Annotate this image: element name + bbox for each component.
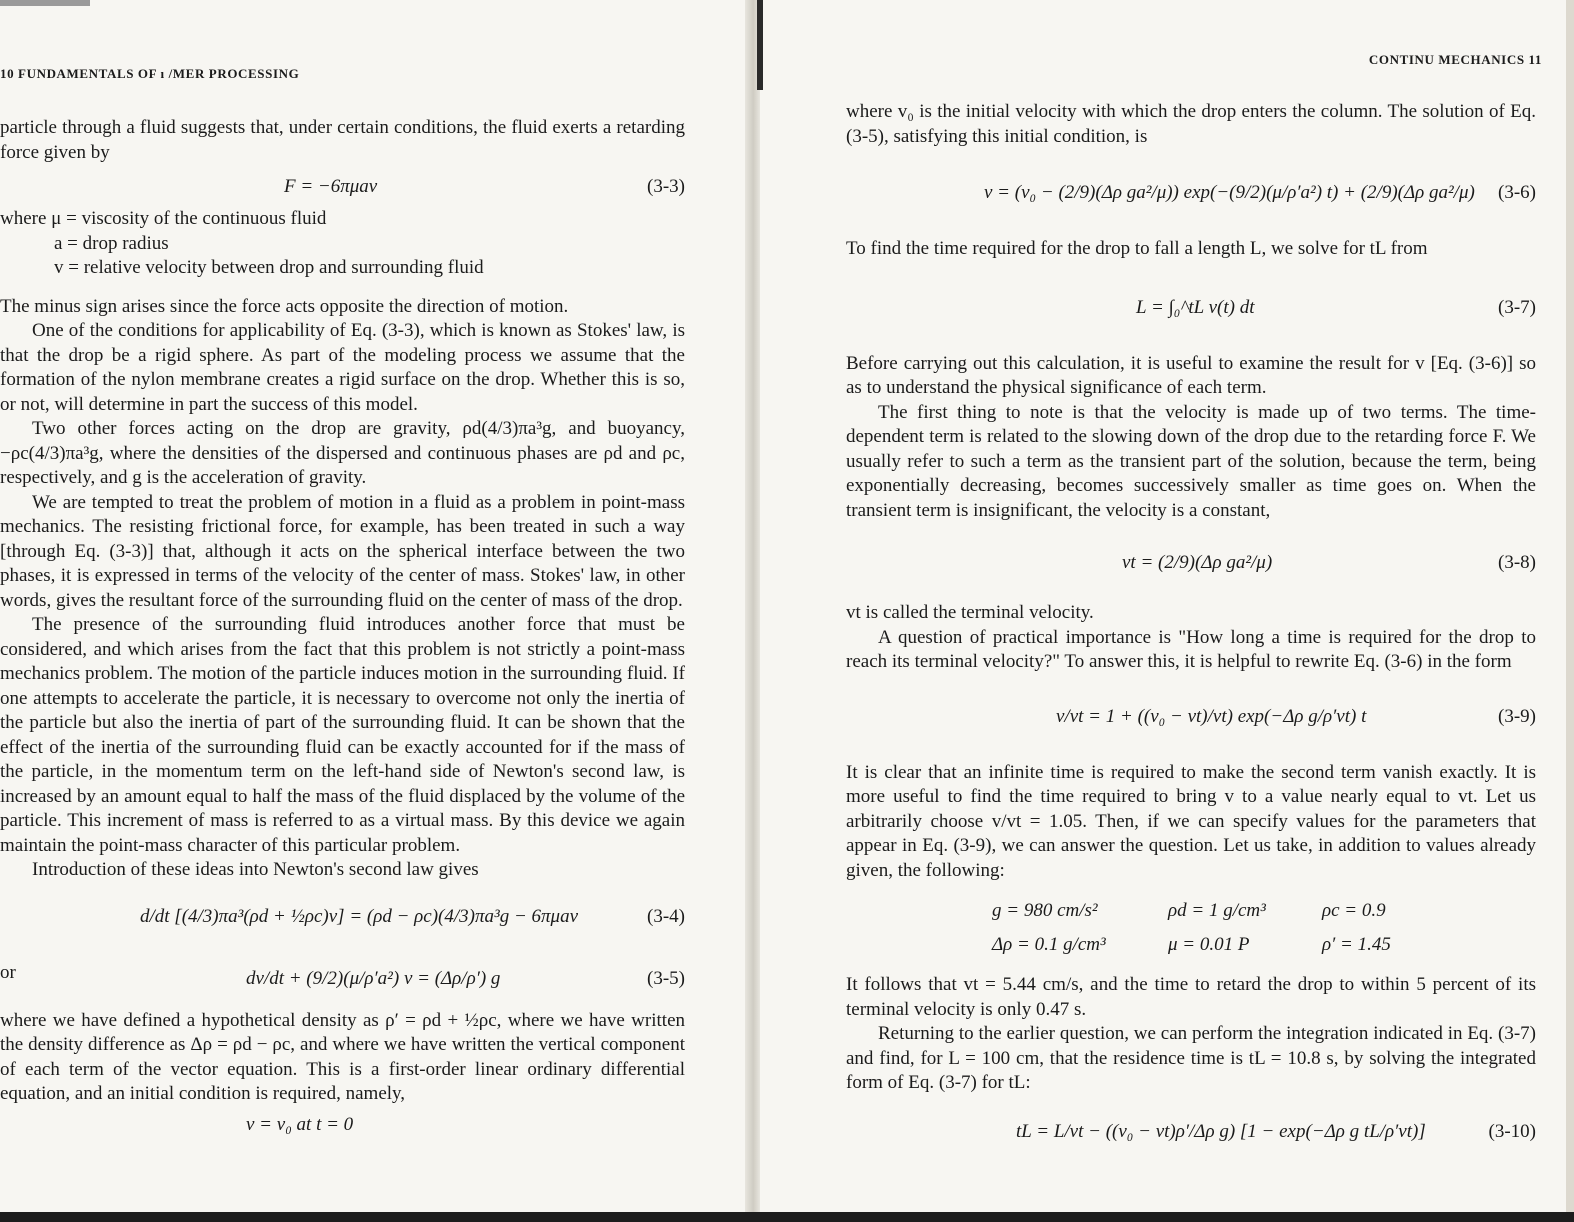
equation-3-6-number: (3-6) [1498,182,1536,203]
equation-3-4-number: (3-4) [647,905,685,927]
equation-3-5-body: dv/dt + (9/2)(μ/ρ′a²) v = (Δρ/ρ′) g [246,967,501,989]
where-definition-3: v = relative velocity between drop and surrounding fluid [54,257,484,278]
equation-3-7-body: L = ∫₀^tL v(t) dt [1136,296,1255,318]
or-label: or [0,961,16,983]
equation-3-5 [0,949,685,1009]
equation-3-8-body: vt = (2/9)(Δρ ga²/μ) [1122,552,1273,573]
initial-condition [0,1107,685,1141]
value-rho-d: ρd = 1 g/cm³ [1168,900,1266,921]
right-page-header: CONTINU MECHANICS 11 [1368,52,1542,67]
equation-3-3 [0,165,685,207]
value-delta-rho: Δρ = 0.1 g/cm³ [992,934,1106,955]
right-paragraph-3: Before carrying out this calculation, it is useful to examine the result for v [Eq. (3-6)] so as to understand the physical significance of each term. [846,352,1536,398]
value-rho-prime: ρ′ = 1.45 [1322,934,1391,955]
equation-3-8 [846,523,1536,601]
right-paragraph-5: vt is called the terminal velocity. [846,602,1094,623]
left-paragraph-8: where we have defined a hypothetical density as ρ′ = ρd + ½ρc, where we have written the density difference as Δρ = ρd − ρc, and where we have written the vertical component of each term of the vector equation. This is a first-order linear ordinary differential equation, and an initial condition is required, namely, [0,1009,685,1104]
where-definition-1: where μ = viscosity of the continuous fluid [0,208,327,229]
right-page-body [846,100,1536,1166]
value-mu: μ = 0.01 P [1168,934,1250,955]
left-paragraph-3: One of the conditions for applicability of Eq. (3-3), which is known as Stokes' law, is that the drop be a rigid sphere. As part of the modeling process we assume that the formation of the nylon membrane creates a rigid surface on the drop. Whether this is so, or not, will determine in part the success of this model. [0,320,685,415]
values-row-1 [846,895,1536,929]
right-paragraph-8: It follows that vt = 5.44 cm/s, and the time to retard the drop to within 5 percent of its terminal velocity is only 0.47 s. [846,974,1536,1020]
equation-3-9-body: v/vt = 1 + ((v₀ − vt)/vt) exp(−Δρ g/ρ′vt) t [1056,705,1367,727]
left-page-body [0,116,685,1141]
equation-3-10-body: tL = L/vt − ((v₀ − vt)ρ′/Δρ g) [1 − exp(−Δρ g tL/ρ′vt)] [1016,1120,1426,1142]
value-g: g = 980 cm/s² [992,900,1098,921]
initial-condition-body: v = v₀ at t = 0 [246,1113,354,1135]
equation-3-5-number: (3-5) [647,967,685,989]
equation-3-8-number: (3-8) [1498,552,1536,573]
equation-3-9-number: (3-9) [1498,705,1536,727]
right-paragraph-2: To find the time required for the drop to fall a length L, we solve for tL from [846,238,1428,259]
left-paragraph-1: particle through a fluid suggests that, under certain conditions, the fluid exerts a retarding force given by [0,117,685,163]
left-paragraph-2: The minus sign arises since the force acts opposite the direction of motion. [0,295,569,317]
equation-3-4 [0,883,685,949]
left-paragraph-6: The presence of the surrounding fluid introduces another force that must be considered, and which arises from the fact that this problem is not strictly a point-mass mechanics problem. The motion of the particle induces motion in the surrounding fluid. If one attempts to accelerate the particle, it is necessary to overcome not only the inertia of the particle but also the inertia of part of the surrounding fluid. It can be shown that the effect of the inertia of the surrounding fluid can be exactly accounted for if the mass of the particle, in the momentum term on the left-hand side of Newton's second law, is increased by an amount equal to half the mass of the fluid displaced by the volume of the particle. This increment of mass is referred to as a virtual mass. By this device we again maintain the point-mass character of this particular problem. [0,614,685,856]
value-rho-c: ρc = 0.9 [1322,900,1386,921]
right-page [760,0,1574,1222]
scan-bottom-edge [0,1212,1574,1222]
equation-3-7 [846,262,1536,352]
equation-3-6-body: v = (v₀ − (2/9)(Δρ ga²/μ)) exp(−(9/2)(μ/ρ′a²) t) + (2/9)(Δρ ga²/μ) [984,182,1475,203]
equation-3-10 [846,1096,1536,1166]
right-paragraph-7: It is clear that an infinite time is required to make the second term vanish exactly. It is more useful to find the time required to bring v to a value nearly equal to vt. Let us arbitrarily choose v/vt = 1.05. Then, if we can specify values for the parameters that appear in Eq. (3-9), we can answer the question. Let us take, in addition to values already given, the following: [846,761,1536,881]
equation-3-9 [846,675,1536,761]
right-paragraph-6: A question of practical importance is "How long a time is required for the drop to reach its terminal velocity?" To answer this, it is helpful to rewrite Eq. (3-6) in the form [846,626,1536,672]
page-right-edge [1566,0,1574,1212]
left-paragraph-7: Introduction of these ideas into Newton's second law gives [32,859,479,880]
equation-3-4-body: d/dt [(4/3)πa³(ρd + ½ρc)v] = (ρd − ρc)(4/3)πa³g − 6πμav [140,905,579,927]
equation-3-3-number: (3-3) [647,176,685,197]
equation-3-3-body: F = −6πμav [284,176,378,197]
right-paragraph-9: Returning to the earlier question, we can perform the integration indicated in Eq. (3-7) and find, for L = 100 cm, that the residence time is tL = 10.8 s, by solving the integrated form of Eq. (3-7) for tL: [846,1023,1536,1093]
values-row-2 [846,929,1536,973]
book-gutter [745,0,760,1222]
left-page [0,0,745,1222]
equation-3-7-number: (3-7) [1498,296,1536,318]
left-page-header: 10 FUNDAMENTALS OF ı /MER PROCESSING [0,66,300,81]
right-paragraph-4: The first thing to note is that the velocity is made up of two terms. The time-dependent term is related to the slowing down of the drop due to the retarding force F. We usually refer to such a term as the transient part of the solution, because the term, being exponentially decreasing, becomes successively smaller as time goes on. When the transient term is insignificant, the velocity is a constant, [846,401,1536,521]
left-paragraph-4: Two other forces acting on the drop are gravity, ρd(4/3)πa³g, and buoyancy, −ρc(4/3)πa³g, where the densities of the dispersed and continuous phases are ρd and ρc, respectively, and g is the acceleration of gravity. [0,418,685,488]
equation-3-10-number: (3-10) [1488,1120,1536,1142]
right-paragraph-1: where v₀ is the initial velocity with which the drop enters the column. The solution of Eq. (3-5), satisfying this initial condition, is [846,101,1536,147]
equation-3-6 [846,149,1536,237]
left-paragraph-5: We are tempted to treat the problem of motion in a fluid as a problem in point-mass mechanics. The resisting frictional force, for example, has been treated in such a way [through Eq. (3-3)] that, although it acts on the spherical interface between the two phases, it is expressed in terms of the velocity of the center of mass. Stokes' law, in other words, gives the resultant force of the surrounding fluid on the center of mass of the drop. [0,491,685,611]
where-definition-2: a = drop radius [54,232,169,254]
